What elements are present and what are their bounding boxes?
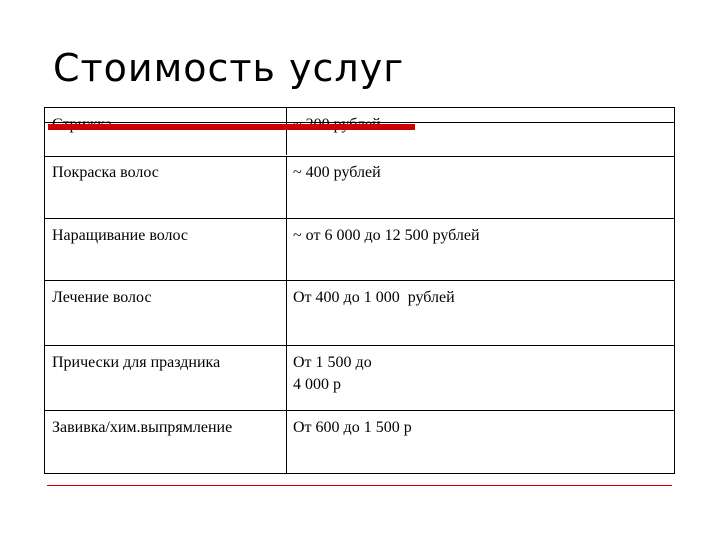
strikethrough-bar [48, 124, 415, 130]
service-cell: Прически для праздника [52, 354, 221, 371]
service-cell: Наращивание волос [52, 227, 189, 244]
page-title: Стоимость услуг [53, 46, 405, 90]
service-cell: Завивка/хим.выпрямление [52, 419, 233, 436]
table-row [45, 410, 674, 474]
table-row [45, 345, 674, 410]
price-cell: ~ от 6 000 до 12 500 рублей [286, 219, 674, 280]
table-row [45, 218, 674, 280]
price-cell [286, 346, 674, 410]
price-line: 4 000 р [293, 376, 341, 393]
service-cell: Покраска волос [52, 164, 159, 181]
price-table [44, 107, 675, 474]
price-cell [286, 108, 674, 155]
service-cell: Лечение волос [52, 289, 152, 306]
table-row [45, 280, 674, 345]
price-cell: От 600 до 1 500 р [286, 411, 674, 474]
price-cell: От 400 до 1 000 рублей [286, 281, 674, 345]
price-cell: ~ 400 рублей [286, 157, 674, 218]
footer-rule [47, 485, 672, 486]
service-cell [45, 108, 292, 155]
table-row [45, 156, 674, 218]
table-row [45, 108, 674, 155]
price-line: От 1 500 до [293, 354, 372, 371]
